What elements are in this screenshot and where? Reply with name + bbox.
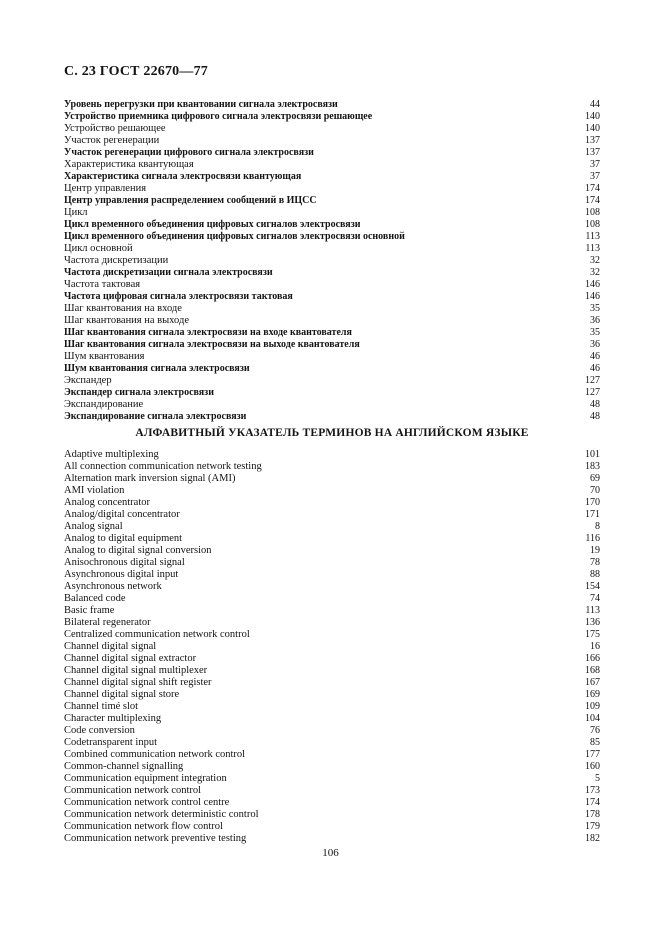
index-page-ref: 35 [590, 303, 600, 314]
index-entry [64, 665, 600, 677]
index-page-ref: 182 [585, 833, 600, 844]
index-page-ref: 101 [585, 449, 600, 460]
index-page-ref: 175 [585, 629, 600, 640]
index-entry [64, 617, 600, 629]
russian-term-index [64, 99, 600, 423]
index-page-ref: 113 [585, 231, 600, 242]
index-term: Communication network deterministic control [64, 809, 259, 820]
index-entry [64, 303, 600, 315]
index-entry [64, 255, 600, 267]
index-page-ref: 127 [585, 375, 600, 386]
index-term: Communication network control centre [64, 797, 230, 808]
index-page-ref: 137 [585, 147, 600, 158]
index-page-ref: 173 [585, 785, 600, 796]
index-term: AMI violation [64, 485, 125, 496]
index-entry [64, 195, 600, 207]
index-entry [64, 821, 600, 833]
index-term: Channel digital signal [64, 641, 157, 652]
index-entry [64, 363, 600, 375]
index-term: Analog/digital concentrator [64, 509, 180, 520]
index-entry [64, 291, 600, 303]
index-entry [64, 629, 600, 641]
index-term: Asynchronous digital input [64, 569, 179, 580]
index-term: Экспандер [64, 375, 112, 386]
index-page-ref: 16 [590, 641, 600, 652]
index-term: Экспандер сигнала электросвязи [64, 387, 214, 398]
index-entry [64, 641, 600, 653]
index-page-ref: 44 [590, 99, 600, 110]
index-term: Участок регенерации цифрового сигнала электросвязи [64, 147, 314, 158]
index-term: Участок регенерации [64, 135, 160, 146]
index-page-ref: 179 [585, 821, 600, 832]
index-page-ref: 76 [590, 725, 600, 736]
index-entry [64, 737, 600, 749]
index-entry [64, 605, 600, 617]
index-entry [64, 375, 600, 387]
index-page-ref: 69 [590, 473, 600, 484]
index-page-ref: 88 [590, 569, 600, 580]
index-term: Частота цифровая сигнала электросвязи тактовая [64, 291, 293, 302]
english-index-heading: АЛФАВИТНЫЙ УКАЗАТЕЛЬ ТЕРМИНОВ НА АНГЛИЙСКОМ ЯЗЫКЕ [135, 427, 529, 439]
index-page-ref: 166 [585, 653, 600, 664]
index-entry [64, 797, 600, 809]
index-term: Bilateral regenerator [64, 617, 151, 628]
index-term: Character multiplexing [64, 713, 162, 724]
index-term: Уровень перегрузки при квантовании сигнала электросвязи [64, 99, 338, 110]
index-term: Центр управления распределением сообщений в ИЦСС [64, 195, 317, 206]
index-term: Устройство решающее [64, 123, 166, 134]
index-entry [64, 387, 600, 399]
index-page-ref: 174 [585, 195, 600, 206]
index-entry [64, 315, 600, 327]
index-entry [64, 473, 600, 485]
index-page-ref: 140 [585, 111, 600, 122]
index-entry [64, 207, 600, 219]
index-page-ref: 37 [590, 159, 600, 170]
index-term: Asynchronous network [64, 581, 162, 592]
index-entry [64, 159, 600, 171]
index-term: Analog concentrator [64, 497, 151, 508]
index-page-ref: 109 [585, 701, 600, 712]
index-page-ref: 78 [590, 557, 600, 568]
index-page-ref: 170 [585, 497, 600, 508]
english-term-index [64, 449, 600, 845]
index-page-ref: 154 [585, 581, 600, 592]
index-entry [64, 183, 600, 195]
index-page-ref: 160 [585, 761, 600, 772]
index-term: Экспандирование [64, 399, 144, 410]
index-term: Центр управления [64, 183, 147, 194]
index-entry [64, 569, 600, 581]
index-page-ref: 46 [590, 351, 600, 362]
index-entry [64, 809, 600, 821]
index-page-ref: 46 [590, 363, 600, 374]
index-term: Устройство приемника цифрового сигнала электросвязи решающее [64, 111, 373, 122]
index-term: Характеристика квантующая [64, 159, 194, 170]
index-entry [64, 521, 600, 533]
index-entry [64, 677, 600, 689]
index-term: Шум квантования [64, 351, 145, 362]
index-entry [64, 593, 600, 605]
index-term: Частота дискретизации сигнала электросвязи [64, 267, 273, 278]
index-term: Basic frame [64, 605, 115, 616]
index-page-ref: 8 [595, 521, 600, 532]
index-entry [64, 653, 600, 665]
index-term: Channel digital signal extractor [64, 653, 197, 664]
index-term: Communication network flow control [64, 821, 223, 832]
index-entry [64, 545, 600, 557]
index-term: Alternation mark inversion signal (AMI) [64, 473, 236, 484]
index-page-ref: 19 [590, 545, 600, 556]
index-page-ref: 5 [595, 773, 600, 784]
index-entry [64, 701, 600, 713]
index-page-ref: 108 [585, 219, 600, 230]
index-page-ref: 174 [585, 183, 600, 194]
index-entry [64, 557, 600, 569]
index-entry [64, 761, 600, 773]
index-entry [64, 279, 600, 291]
index-page-ref: 177 [585, 749, 600, 760]
index-term: Code conversion [64, 725, 135, 736]
index-entry [64, 773, 600, 785]
index-term: Шаг квантования сигнала электросвязи на выходе квантователя [64, 339, 360, 350]
index-entry [64, 689, 600, 701]
index-entry [64, 147, 600, 159]
index-entry [64, 785, 600, 797]
index-page-ref: 169 [585, 689, 600, 700]
index-term: Codetransparent input [64, 737, 158, 748]
index-entry [64, 509, 600, 521]
index-term: Характеристика сигнала электросвязи квантующая [64, 171, 302, 182]
index-page-ref: 85 [590, 737, 600, 748]
index-term: Communication network control [64, 785, 202, 796]
index-term: Balanced code [64, 593, 126, 604]
index-term: Частота дискретизации [64, 255, 169, 266]
index-term: Adaptive multiplexing [64, 449, 159, 460]
index-page-ref: 108 [585, 207, 600, 218]
index-entry [64, 123, 600, 135]
index-page-ref: 137 [585, 135, 600, 146]
index-page-ref: 113 [585, 243, 600, 254]
index-term: Цикл основной [64, 243, 133, 254]
page-header: С. 23 ГОСТ 22670—77 [64, 64, 208, 79]
index-page-ref: 35 [590, 327, 600, 338]
index-page-ref: 140 [585, 123, 600, 134]
index-term: Channel digital signal shift register [64, 677, 212, 688]
index-entry [64, 231, 600, 243]
index-page-ref: 174 [585, 797, 600, 808]
index-page-ref: 171 [585, 509, 600, 520]
index-page-ref: 37 [590, 171, 600, 182]
index-term: Channel timé slot [64, 701, 139, 712]
index-entry [64, 581, 600, 593]
index-entry [64, 411, 600, 423]
index-page-ref: 32 [590, 255, 600, 266]
index-entry [64, 485, 600, 497]
index-page-ref: 32 [590, 267, 600, 278]
index-term: Channel digital signal store [64, 689, 180, 700]
index-term: Цикл временного объединения цифровых сигналов электросвязи [64, 219, 361, 230]
index-entry [64, 327, 600, 339]
page-number: 106 [322, 847, 339, 859]
index-page-ref: 48 [590, 399, 600, 410]
index-term: Centralized communication network control [64, 629, 250, 640]
index-page-ref: 178 [585, 809, 600, 820]
index-term: Analog to digital equipment [64, 533, 183, 544]
index-term: Analog to digital signal conversion [64, 545, 212, 556]
index-entry [64, 533, 600, 545]
index-entry [64, 171, 600, 183]
index-entry [64, 725, 600, 737]
index-term: Частота тактовая [64, 279, 141, 290]
index-term: Цикл [64, 207, 88, 218]
index-page-ref: 146 [585, 279, 600, 290]
index-term: Communication equipment integration [64, 773, 227, 784]
index-term: Analog signal [64, 521, 123, 532]
index-term: Шаг квантования на входе [64, 303, 182, 314]
index-entry [64, 135, 600, 147]
index-page-ref: 74 [590, 593, 600, 604]
index-term: Шаг квантования сигнала электросвязи на входе квантователя [64, 327, 352, 338]
index-page-ref: 127 [585, 387, 600, 398]
index-page-ref: 113 [585, 605, 600, 616]
index-page-ref: 36 [590, 315, 600, 326]
index-page-ref: 116 [585, 533, 600, 544]
index-entry [64, 99, 600, 111]
index-entry [64, 461, 600, 473]
index-term: Combined communication network control [64, 749, 246, 760]
index-entry [64, 713, 600, 725]
index-entry [64, 497, 600, 509]
index-term: Channel digital signal multiplexer [64, 665, 208, 676]
index-page-ref: 183 [585, 461, 600, 472]
index-term: Экспандирование сигнала электросвязи [64, 411, 247, 422]
index-term: Шум квантования сигнала электросвязи [64, 363, 250, 374]
index-page-ref: 146 [585, 291, 600, 302]
index-entry [64, 243, 600, 255]
index-entry [64, 111, 600, 123]
index-entry [64, 749, 600, 761]
index-page-ref: 104 [585, 713, 600, 724]
index-term: Anisochronous digital signal [64, 557, 185, 568]
index-entry [64, 833, 600, 845]
index-entry [64, 449, 600, 461]
index-entry [64, 219, 600, 231]
index-entry [64, 339, 600, 351]
index-page-ref: 36 [590, 339, 600, 350]
index-entry [64, 351, 600, 363]
index-term: All connection communication network testing [64, 461, 262, 472]
index-term: Communication network preventive testing [64, 833, 247, 844]
index-entry [64, 399, 600, 411]
index-entry [64, 267, 600, 279]
index-term: Цикл временного объединения цифровых сигналов электросвязи основной [64, 231, 405, 242]
index-term: Шаг квантования на выходе [64, 315, 189, 326]
index-page-ref: 70 [590, 485, 600, 496]
index-page-ref: 136 [585, 617, 600, 628]
index-page-ref: 167 [585, 677, 600, 688]
index-page-ref: 168 [585, 665, 600, 676]
index-page-ref: 48 [590, 411, 600, 422]
index-term: Common-channel signalling [64, 761, 184, 772]
